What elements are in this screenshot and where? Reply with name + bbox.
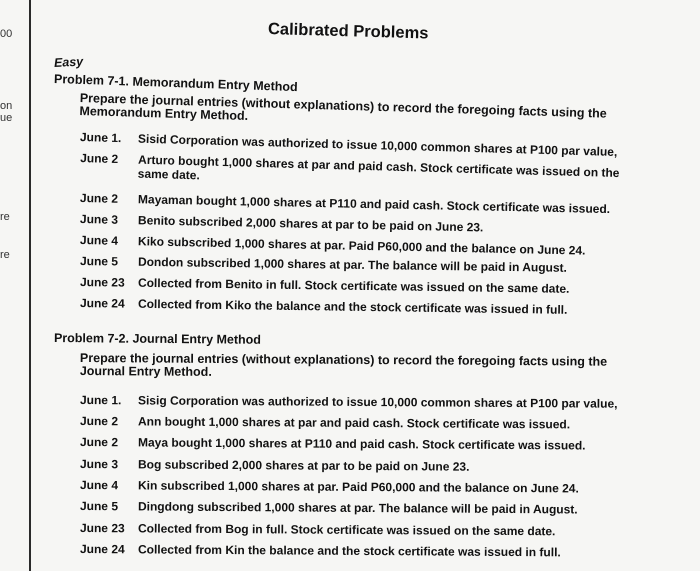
page-title: Calibrated Problems: [267, 20, 429, 43]
entry-text: Sisig Corporation was authorized to issue 10,000 common shares at P100 par value,: [137, 393, 618, 411]
entry-text: Collected from Kiko the balance and the stock certificate was issued in full.: [137, 296, 568, 317]
entry-text: Sisid Corporation was authorized to issue 10,000 common shares at P100 par value,: [137, 131, 618, 160]
entry-date: June 3: [79, 212, 119, 227]
margin-fragment: re: [0, 249, 10, 261]
entry-row: [80, 254, 567, 275]
margin-fragment: on: [0, 100, 13, 112]
problem-1-instruction: Prepare the journal entries (without explanations) to record the foregoing facts using the Memorandum Entry Method.: [79, 91, 607, 123]
entry-row: [80, 191, 610, 216]
entry-row: [80, 233, 586, 258]
entry-text: Kin subscribed 1,000 shares at par. Paid P60,000 and the balance on June 24.: [137, 478, 579, 496]
entry-date: June 1.: [79, 393, 122, 408]
entry-text: Maya bought 1,000 shares at P110 and paid cash. Stock certificate was issued.: [137, 435, 586, 453]
entry-text: Ann bought 1,000 shares at par and paid cash. Stock certificate was issued.: [137, 414, 571, 432]
entry-text: Collected from Benito in full. Stock certificate was issued on the same date.: [137, 275, 570, 296]
entry-row: [80, 499, 578, 516]
margin-fragment: 00: [0, 28, 13, 40]
entry-row: [80, 296, 568, 317]
entry-text: Collected from Kin the balance and the stock certificate was issued in full.: [137, 542, 561, 560]
entry-text: Arturo bought 1,000 shares at par and paid cash. Stock certificate was issued on the same date.: [137, 152, 620, 183]
entry-text: Bog subscribed 2,000 shares at par to be paid on June 23.: [137, 457, 470, 474]
entry-date: June 23: [79, 275, 125, 290]
entry-date: June 2: [80, 151, 119, 167]
entry-date: June 5: [79, 499, 119, 514]
entry-date: June 24: [79, 542, 125, 557]
entry-date: June 2: [79, 435, 119, 450]
entry-text: Mayaman bought 1,000 shares at P110 and paid cash. Stock certificate was issued.: [137, 192, 611, 217]
entry-date: June 1.: [79, 130, 122, 146]
entry-date: June 4: [79, 478, 119, 493]
entry-text: Dingdong subscribed 1,000 shares at par. The balance will be paid in August.: [137, 499, 578, 517]
entry-row: [80, 212, 484, 234]
entry-row: [80, 521, 556, 538]
entry-date: June 23: [79, 521, 125, 536]
entry-row: [80, 393, 618, 411]
entry-text: Benito subscribed 2,000 shares at par to be paid on June 23.: [137, 213, 484, 235]
problem-2-instruction: Prepare the journal entries (without explanations) to record the foregoing facts using the Journal Entry Method.: [79, 351, 608, 379]
entry-row: [80, 478, 579, 495]
entry-row: [80, 457, 470, 474]
page-edge-line: [29, 0, 31, 571]
entry-date: June 24: [79, 296, 125, 311]
margin-fragment: re: [0, 211, 10, 223]
entry-date: June 2: [79, 191, 119, 206]
entry-row: [80, 275, 570, 296]
entry-date: June 5: [79, 254, 119, 269]
entry-row: [80, 414, 570, 431]
entry-date: June 2: [79, 414, 119, 429]
entry-row: [80, 151, 629, 194]
entry-row: [80, 542, 561, 559]
problem-1-heading: Problem 7-1. Memorandum Entry Method: [53, 72, 298, 95]
entry-date: June 3: [79, 457, 119, 472]
entry-text: Collected from Bog in full. Stock certificate was issued on the same date.: [137, 521, 556, 539]
entry-text: Kiko subscribed 1,000 shares at par. Paid P60,000 and the balance on June 24.: [137, 234, 586, 258]
entry-date: June 4: [79, 233, 119, 248]
margin-fragment: ue: [0, 112, 13, 124]
problem-2-heading: Problem 7-2. Journal Entry Method: [53, 331, 262, 347]
entry-text: Dondon subscribed 1,000 shares at par. The balance will be paid in August.: [137, 254, 568, 275]
entry-row: [80, 435, 586, 453]
section-label: Easy: [53, 54, 84, 70]
